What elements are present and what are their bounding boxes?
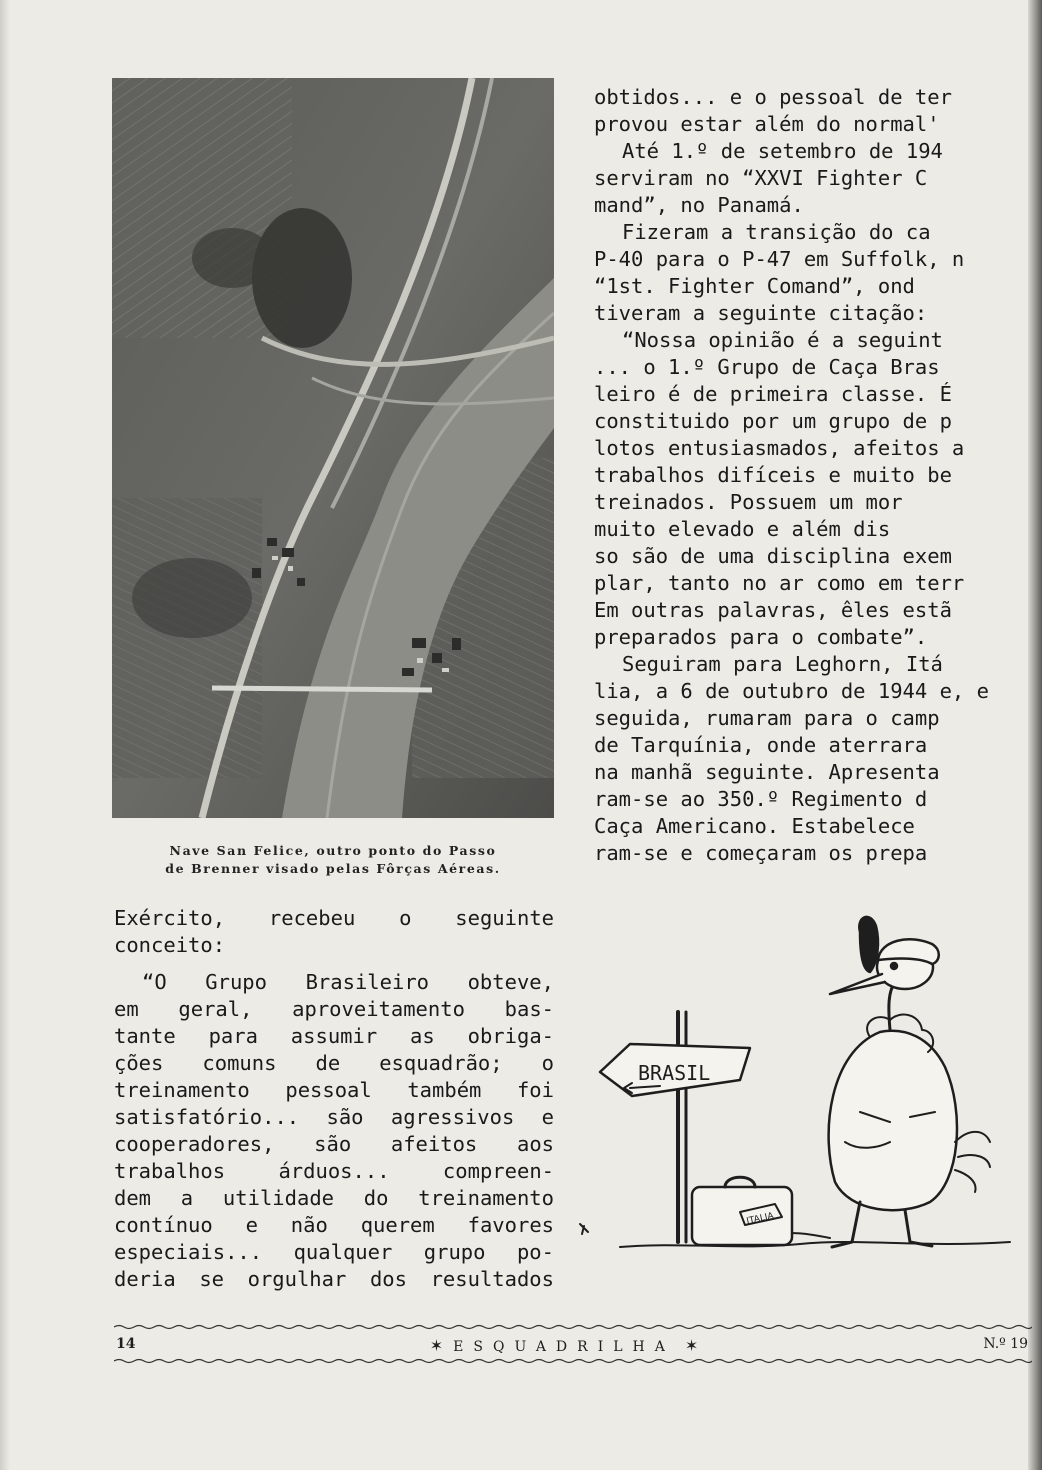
magazine-name: ESQUADRILHA [453,1339,675,1355]
aerial-photo [112,78,554,818]
text-line: muito elevado e além dis [594,517,891,541]
text-line: especiais... qualquer grupo po- [114,1240,554,1264]
text-line: conceito: [114,933,226,957]
text-line: Seguiram para Leghorn, Itá [622,652,943,676]
suitcase-label: ITALIA [745,1211,775,1227]
footer-bottom-rule [114,1358,1032,1364]
text-line: cooperadores, são afeitos aos [114,1132,554,1156]
text-line: P-40 para o P-47 em Suffolk, n [594,247,965,271]
text-line: lotos entusiasmados, afeitos a [594,436,965,460]
star-icon: ✶ [684,1336,699,1355]
text-line: leiro é de primeira classe. É [594,382,952,406]
text-line: de Tarquínia, onde aterrara [594,733,928,757]
text-line: Em outras palavras, êles estã [594,598,952,622]
text-line: preparados para o combate”. [594,625,928,649]
text-line: provou estar além do normal' [594,112,940,136]
page-footer [114,1334,1032,1358]
text-line: mand”, no Panamá. [594,193,804,217]
text-line: serviram no “XXVI Fighter C [594,166,928,190]
text-line: satisfatório... são agressivos e [114,1105,554,1129]
photo-caption [112,842,554,878]
text-line: na manhã seguinte. Apresenta [594,760,940,784]
text-line: ções comuns de esquadrão; o [114,1051,554,1075]
text-line: ... o 1.º Grupo de Caça Bras [594,355,940,379]
text-line: Caça Americano. Estabelece [594,814,915,838]
text-line: ram-se ao 350.º Regimento d [594,787,928,811]
text-line: contínuo e não querem favores [114,1213,554,1237]
text-line: em geral, aproveitamento bas- [114,997,554,1021]
caption-line: de Brenner visado pelas Fôrças Aéreas. [165,861,501,876]
text-line: trabalhos árduos... compreen- [114,1159,554,1183]
text-line: treinamento pessoal também foi [114,1078,554,1102]
text-line: “O Grupo Brasileiro obteve, [142,970,554,994]
text-line: Exército, recebeu o seguinte [114,906,554,930]
right-text-column [594,84,1034,867]
magazine-title [384,1336,744,1355]
cartoon-illustration [560,912,1030,1312]
text-line: Fizeram a transição do ca [622,220,931,244]
text-line: lia, a 6 de outubro de 1944 e, e [594,679,989,703]
star-icon: ✶ [429,1336,444,1355]
text-line: obtidos... e o pessoal de ter [594,85,952,109]
text-line: deria se orgulhar dos resultados [114,1267,554,1291]
text-line: plar, tanto no ar como em terr [594,571,965,595]
text-line: ram-se e começaram os prepa [594,841,928,865]
left-text-column [114,905,554,1293]
text-line: seguida, rumaram para o camp [594,706,940,730]
caption-line: Nave San Felice, outro ponto do Passo [169,843,497,858]
text-line: treinados. Possuem um mor [594,490,903,514]
sign-text: BRASIL [638,1061,711,1085]
page-number: 14 [116,1336,136,1352]
text-line: tante para assumir as obriga- [114,1024,554,1048]
text-line: tiveram a seguinte citação: [594,301,928,325]
footer-top-rule [114,1324,1032,1330]
page-gutter-shadow [0,0,10,1470]
text-line: dem a utilidade do treinamento [114,1186,554,1210]
text-line: “1st. Fighter Comand”, ond [594,274,915,298]
text-line: so são de uma disciplina exem [594,544,952,568]
text-line: constituido por um grupo de p [594,409,952,433]
issue-number: N.º 19 [983,1336,1028,1352]
text-line: Até 1.º de setembro de 194 [622,139,943,163]
text-line: trabalhos difíceis e muito be [594,463,952,487]
text-line: “Nossa opinião é a seguint [622,328,943,352]
